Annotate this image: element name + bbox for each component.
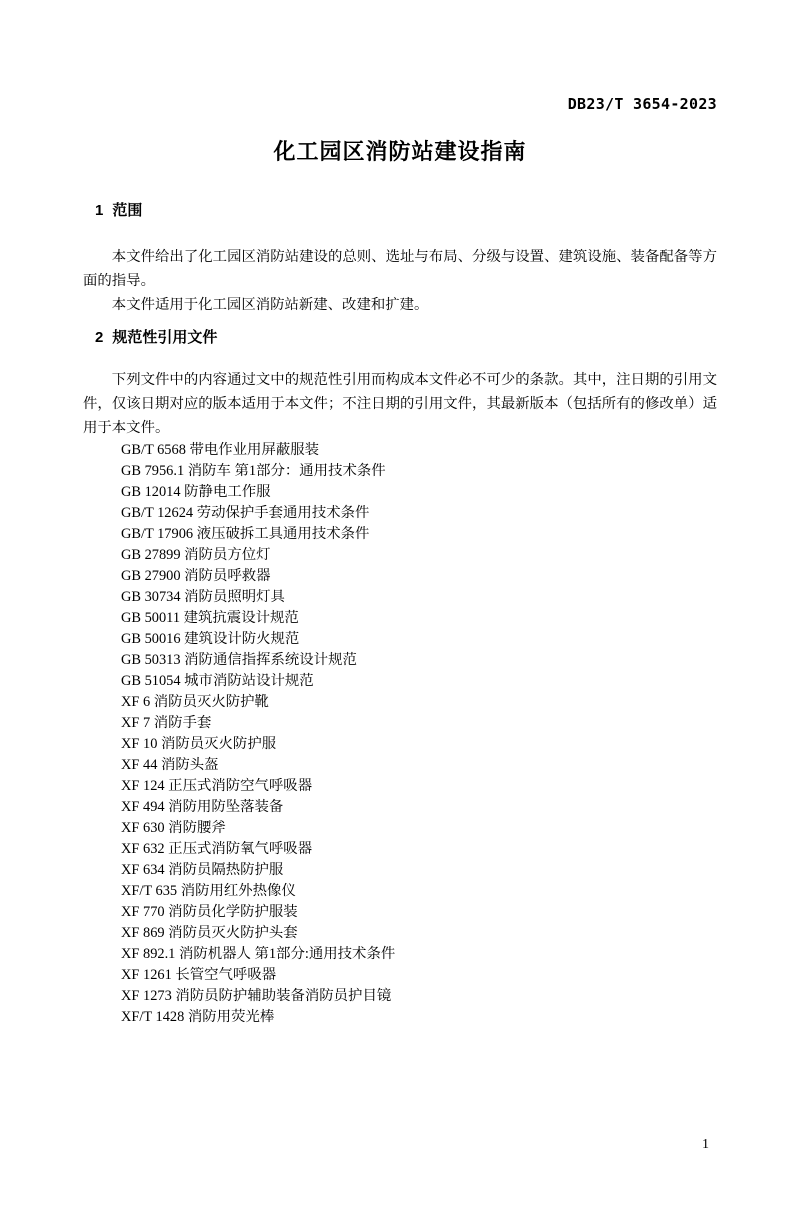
reference-item: XF 44 消防头盔 <box>121 757 219 773</box>
reference-item: GB 50313 消防通信指挥系统设计规范 <box>121 652 357 668</box>
reference-item: XF 10 消防员灭火防护服 <box>121 736 277 752</box>
reference-item: XF 7 消防手套 <box>121 715 212 731</box>
reference-item: GB 27900 消防员呼救器 <box>121 568 271 584</box>
clause-1-number: 1 <box>95 202 104 219</box>
reference-item: XF 1261 长管空气呼吸器 <box>121 967 277 983</box>
paragraph: 本文件适用于化工园区消防站新建、改建和扩建。 <box>111 297 429 313</box>
clause-2-body <box>83 368 717 440</box>
clause-2-title: 规范性引用文件 <box>112 329 218 346</box>
clause-1-body <box>83 245 717 317</box>
doc-number: DB23/T 3654-2023 <box>567 95 717 113</box>
paragraph: 下列文件中的内容通过文中的规范性引用而构成本文件必不可少的条款。其中，注日期的引用文件，仅该日期对应的版本适用于本文件；不注日期的引用文件，其最新版本（包括所有的修改单）适用于本文件。 <box>83 372 717 436</box>
reference-item: XF 124 正压式消防空气呼吸器 <box>121 778 313 794</box>
clause-1-title: 范围 <box>112 202 143 219</box>
clause-1-heading <box>83 203 717 219</box>
document-page <box>0 97 800 1229</box>
reference-item: XF/T 635 消防用红外热像仪 <box>121 883 296 899</box>
reference-item: XF 770 消防员化学防护服装 <box>121 904 298 920</box>
normative-references-list <box>83 440 717 1028</box>
reference-item: XF 6 消防员灭火防护靴 <box>121 694 269 710</box>
reference-item: XF 630 消防腰斧 <box>121 820 226 836</box>
page-number: 1 <box>702 1137 709 1152</box>
clause-2-heading <box>83 330 717 346</box>
reference-item: XF 1273 消防员防护辅助装备消防员护目镜 <box>121 988 392 1004</box>
reference-item: GB/T 12624 劳动保护手套通用技术条件 <box>121 505 370 521</box>
reference-item: XF 632 正压式消防氧气呼吸器 <box>121 841 313 857</box>
reference-item: GB 7956.1 消防车 第1部分：通用技术条件 <box>121 463 386 479</box>
document-title: 化工园区消防站建设指南 <box>273 139 527 164</box>
paragraph: 本文件给出了化工园区消防站建设的总则、选址与布局、分级与设置、建筑设施、装备配备等方面的指导。 <box>83 249 717 289</box>
reference-item: GB 51054 城市消防站设计规范 <box>121 673 314 689</box>
reference-item: XF 634 消防员隔热防护服 <box>121 862 284 878</box>
reference-item: XF 869 消防员灭火防护头套 <box>121 925 298 941</box>
reference-item: GB/T 17906 液压破拆工具通用技术条件 <box>121 526 370 542</box>
reference-item: GB 27899 消防员方位灯 <box>121 547 271 563</box>
clause-2-number: 2 <box>95 329 104 346</box>
reference-item: GB 30734 消防员照明灯具 <box>121 589 285 605</box>
reference-item: GB 12014 防静电工作服 <box>121 484 271 500</box>
reference-item: XF 892.1 消防机器人 第1部分:通用技术条件 <box>121 946 396 962</box>
reference-item: GB/T 6568 带电作业用屏蔽服装 <box>121 442 320 458</box>
reference-item: XF 494 消防用防坠落装备 <box>121 799 284 815</box>
reference-item: GB 50011 建筑抗震设计规范 <box>121 610 299 626</box>
reference-item: GB 50016 建筑设计防火规范 <box>121 631 300 647</box>
reference-item: XF/T 1428 消防用荧光棒 <box>121 1009 275 1025</box>
